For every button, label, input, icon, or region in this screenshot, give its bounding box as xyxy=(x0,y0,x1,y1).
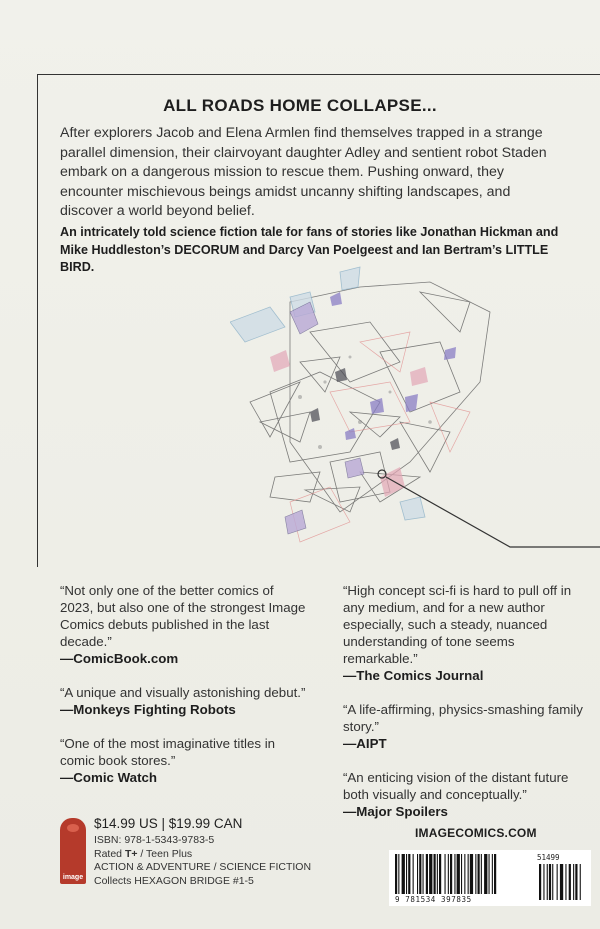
book-info xyxy=(94,815,374,888)
quote xyxy=(343,769,583,820)
barcode xyxy=(389,850,591,906)
headline: ALL ROADS HOME COLLAPSE... xyxy=(163,96,437,115)
quote-text: “A life-affirming, physics-smashing family story.” xyxy=(343,702,583,734)
quote-source: —ComicBook.com xyxy=(60,651,179,666)
fractured-illustration xyxy=(230,262,600,572)
quote-source: —Monkeys Fighting Robots xyxy=(60,702,236,717)
quote-text: “High concept sci-fi is hard to pull off in any medium, and for a new author especially, such a steady, nuanced understanding of tone seems remarkable.” xyxy=(343,583,572,666)
quote-text: “One of the most imaginative titles in comic book stores.” xyxy=(60,736,276,768)
publisher-website: IMAGECOMICS.COM xyxy=(415,826,537,840)
logo-highlight xyxy=(67,824,79,832)
quote xyxy=(60,582,310,667)
quote-text: “An enticing vision of the distant future both visually and conceptually.” xyxy=(343,770,569,802)
quote xyxy=(343,701,583,752)
collects: Collects HEXAGON BRIDGE #1-5 xyxy=(94,874,254,887)
synopsis: After explorers Jacob and Elena Armlen find themselves trapped in a strange parallel dimension, their clairvoyant daughter Adley and sentient robot Staden embark on a dangerous mission to rescue them. Pushing onward, they encounter mischievous beings amidst uncanny shifting landscapes, and discover a world beyond belief. xyxy=(60,125,547,219)
quotes-left xyxy=(60,582,310,803)
quote-source: —AIPT xyxy=(343,736,387,751)
quotes-right xyxy=(343,582,583,837)
quote xyxy=(60,684,310,718)
rating-value: T+ xyxy=(124,847,138,860)
isbn: ISBN: 978-1-5343-9783-5 xyxy=(94,834,215,846)
rating xyxy=(94,848,374,862)
quote xyxy=(343,582,583,684)
pitch-text: An intricately told science fiction tale for fans of stories like Jonathan Hickman and Mike Huddleston’s DECORUM and Darcy Van Poelgeest and Ian Bertram’s LITTLE BIRD. xyxy=(60,225,559,274)
quote-source: —The Comics Journal xyxy=(343,668,484,683)
quote xyxy=(60,735,310,786)
genre: ACTION & ADVENTURE / SCIENCE FICTION xyxy=(94,861,312,873)
quote-source: —Major Spoilers xyxy=(343,804,448,819)
publisher-block xyxy=(60,818,580,908)
logo-text: image xyxy=(62,874,84,881)
barcode-digits: 9 781534 397835 xyxy=(395,895,472,904)
quote-text: “A unique and visually astonishing debut.” xyxy=(60,685,306,700)
rating-prefix: Rated xyxy=(94,847,125,860)
barcode-addon: 51499 xyxy=(537,853,560,862)
quote-text: “Not only one of the better comics of 2023, but also one of the strongest Image Comics debuts published in the last decade.” xyxy=(60,583,306,649)
image-comics-logo xyxy=(60,818,86,884)
quote-source: —Comic Watch xyxy=(60,770,158,785)
rating-suffix: / Teen Plus xyxy=(137,847,193,860)
price: $14.99 US | $19.99 CAN xyxy=(94,816,243,831)
